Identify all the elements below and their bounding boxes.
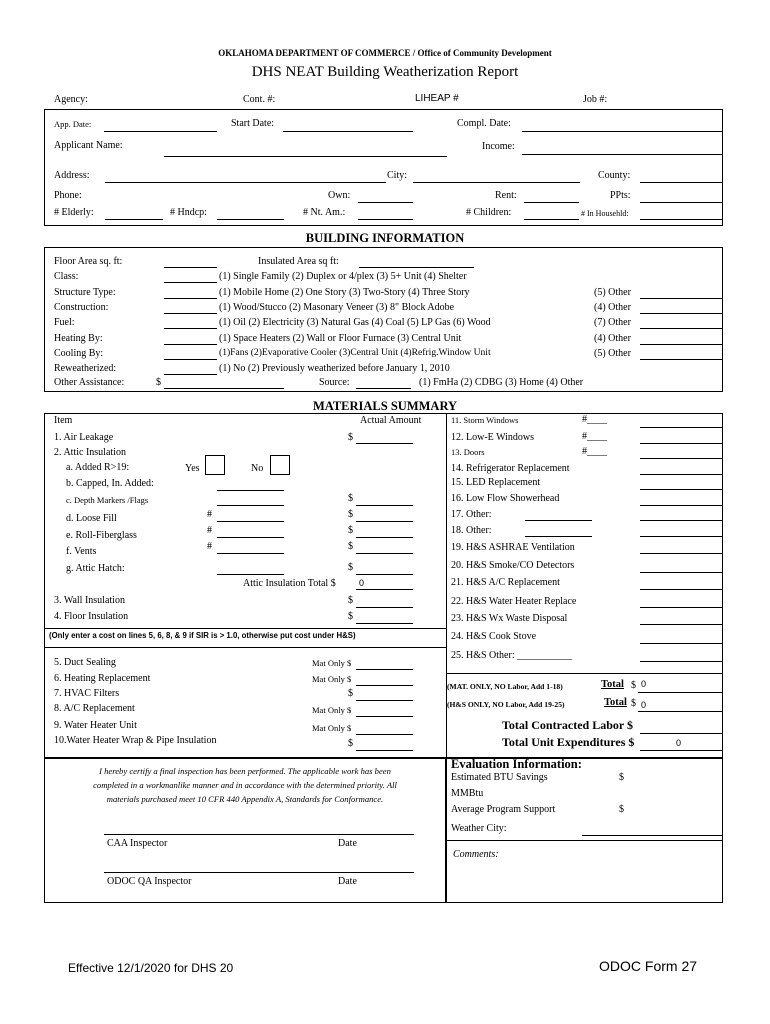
air-leakage-dollar: $ <box>348 432 353 443</box>
smoke-co-label: 20. H&S Smoke/CO Detectors <box>451 560 575 571</box>
wrap-insulation-field[interactable] <box>356 750 413 751</box>
evaluation-heading: Evaluation Information: <box>451 757 582 771</box>
address-field[interactable] <box>105 182 386 183</box>
city-label: City: <box>387 170 408 181</box>
water-heater-field[interactable] <box>356 734 413 735</box>
structure-field[interactable] <box>164 298 217 299</box>
storm-windows-label: 11. Storm Windows <box>451 415 519 425</box>
hs-only-total-line <box>638 711 722 712</box>
mat-only-total-value: 0 <box>641 679 647 689</box>
hs-ac-label: 21. H&S A/C Replacement <box>451 577 560 588</box>
nt-am-label: # Nt. Am.: <box>303 207 346 218</box>
structure-options: (1) Mobile Home (2) One Story (3) Two-Story (4) Three Story <box>219 287 470 298</box>
wrap-dollar: $ <box>348 738 353 749</box>
storm-windows-hash: #____ <box>582 414 607 425</box>
own-field[interactable] <box>358 202 413 203</box>
doors-label: 13. Doors <box>451 447 485 457</box>
building-info-heading: BUILDING INFORMATION <box>305 231 465 245</box>
ashrae-label: 19. H&S ASHRAE Ventilation <box>451 542 575 553</box>
hvac-filters-label: 7. HVAC Filters <box>54 688 120 699</box>
hndcp-field[interactable] <box>217 219 284 220</box>
hvac-dollar: $ <box>348 688 353 699</box>
income-label: Income: <box>482 141 515 152</box>
attic-total-label: Attic Insulation Total $ <box>243 578 336 589</box>
caa-date-label: Date <box>338 838 357 849</box>
roll-fiberglass-hash: # <box>207 525 212 536</box>
page-title: DHS NEAT Building Weatherization Report <box>251 64 519 80</box>
attic-total-line <box>356 589 413 590</box>
hndcp-label: # Hndcp: <box>170 207 207 218</box>
lowe-windows-label: 12. Low-E Windows <box>451 432 535 443</box>
heating-other-field[interactable] <box>640 344 722 345</box>
heating-options: (1) Space Heaters (2) Wall or Floor Furnace (3) Central Unit <box>219 333 462 344</box>
cook-stove-field[interactable] <box>640 643 722 644</box>
duct-mat-only: Mat Only $ <box>312 658 352 668</box>
heating-other: (4) Other <box>594 333 631 344</box>
applicant-name-label: Applicant Name: <box>54 140 123 151</box>
cooling-other: (5) Other <box>594 348 631 359</box>
doors-field[interactable] <box>640 458 722 459</box>
duct-sealing-field[interactable] <box>356 669 413 670</box>
own-label: Own: <box>328 190 351 201</box>
hs-other-label: 25. H&S Other: ___________ <box>451 650 573 661</box>
elderly-label: # Elderly: <box>54 207 94 218</box>
household-field[interactable] <box>640 219 722 220</box>
fuel-other-field[interactable] <box>640 328 722 329</box>
household-label: # In Househld: <box>581 209 629 218</box>
added-r19-label: a. Added R>19: <box>66 462 130 473</box>
other-assistance-label: Other Assistance: <box>54 377 125 388</box>
cont-label: Cont. #: <box>243 94 276 105</box>
liheap-label: LIHEAP # <box>415 93 459 104</box>
construction-options: (1) Wood/Stucco (2) Masonary Veneer (3) 8" Block Adobe <box>219 302 455 313</box>
mmbtu-label: MMBtu <box>451 788 484 799</box>
certify-line-2: completed in a workmanlike manner and in accordance with the determined priority. All <box>93 780 397 790</box>
fuel-options: (1) Oil (2) Electricity (3) Natural Gas (4) Coal (5) LP Gas (6) Wood <box>219 317 491 328</box>
mat-only-total-dollar: $ <box>631 680 636 691</box>
capped-label: b. Capped, In. Added: <box>66 478 154 489</box>
wall-insulation-dollar: $ <box>348 595 353 606</box>
weather-city-field[interactable] <box>582 835 722 836</box>
hs-only-total-word: Total <box>604 697 627 708</box>
structure-label: Structure Type: <box>54 287 116 298</box>
wall-insulation-label: 3. Wall Insulation <box>54 595 125 606</box>
certify-line-3: materials purchased meet 10 CFR 440 Appendix A, Standards for Conformance. <box>106 794 384 804</box>
vents-qty-field[interactable] <box>217 553 284 554</box>
fuel-other: (7) Other <box>594 317 631 328</box>
mat-only-total-label: (MAT. ONLY, NO Labor, Add 1-18) <box>447 682 563 691</box>
city-field[interactable] <box>413 182 580 183</box>
caa-inspector-signature-field[interactable] <box>104 834 414 835</box>
construction-label: Construction: <box>54 302 109 313</box>
certify-line-1: I hereby certify a final inspection has been performed. The applicable work has been <box>99 766 391 776</box>
county-field[interactable] <box>640 182 722 183</box>
odoc-qa-inspector-label: ODOC QA Inspector <box>107 876 192 887</box>
effective-date: Effective 12/1/2020 for DHS 20 <box>68 961 234 975</box>
nt-am-field[interactable] <box>358 219 413 220</box>
depth-markers-dollar: $ <box>348 493 353 504</box>
refrigerator-label: 14. Refrigerator Replacement <box>451 463 570 474</box>
hs-waste-field[interactable] <box>640 624 722 625</box>
cooling-field[interactable] <box>164 359 217 360</box>
storm-windows-field[interactable] <box>640 427 722 428</box>
attic-total-value: 0 <box>359 578 365 588</box>
lowe-windows-field[interactable] <box>640 443 722 444</box>
roll-fiberglass-qty-field[interactable] <box>217 537 284 538</box>
odoc-date-label: Date <box>338 876 357 887</box>
agency-label: Agency: <box>54 94 88 105</box>
water-heater-label: 9. Water Heater Unit <box>54 720 137 731</box>
other17-desc-field[interactable] <box>525 520 592 521</box>
led-field[interactable] <box>640 489 722 490</box>
cooling-other-field[interactable] <box>640 359 722 360</box>
hs-only-total-value: 0 <box>641 700 647 710</box>
insulated-area-label: Insulated Area sq ft: <box>258 256 339 267</box>
capped-field[interactable] <box>217 490 284 491</box>
compl-date-label: Compl. Date: <box>457 118 511 129</box>
floor-insulation-field[interactable] <box>356 623 413 624</box>
ac-replacement-label: 8. A/C Replacement <box>54 703 135 714</box>
reweatherized-field[interactable] <box>164 374 217 375</box>
elderly-field[interactable] <box>105 219 163 220</box>
other18-desc-field[interactable] <box>525 536 592 537</box>
class-field[interactable] <box>164 282 217 283</box>
reweatherized-options: (1) No (2) Previously weatherized before January 1, 2010 <box>219 363 450 374</box>
heating-replacement-label: 6. Heating Replacement <box>54 673 151 684</box>
loose-fill-cost-field[interactable] <box>356 521 413 522</box>
ashrae-field[interactable] <box>640 553 722 554</box>
duct-sealing-label: 5. Duct Sealing <box>54 657 116 668</box>
start-date-field[interactable] <box>283 131 413 132</box>
ac-replacement-field[interactable] <box>356 716 413 717</box>
roll-fiberglass-cost-field[interactable] <box>356 537 413 538</box>
floor-insulation-dollar: $ <box>348 611 353 622</box>
attic-hatch-label: g. Attic Hatch: <box>66 563 125 574</box>
rent-field[interactable] <box>524 202 579 203</box>
department-name: OKLAHOMA DEPARTMENT OF COMMERCE / Office of Community Development <box>218 48 552 58</box>
no-label: No <box>251 463 264 474</box>
class-label: Class: <box>54 271 79 282</box>
showerhead-field[interactable] <box>640 505 722 506</box>
avg-program-support-dollar: $ <box>619 804 624 815</box>
weather-city-label: Weather City: <box>451 823 507 834</box>
cooling-options: (1)Fans (2)Evaporative Cooler (3)Central Unit (4)Refrig.Window Unit <box>219 347 491 358</box>
caa-inspector-label: CAA Inspector <box>107 838 168 849</box>
start-date-label: Start Date: <box>231 118 275 129</box>
job-label: Job #: <box>583 94 608 105</box>
hs-only-total-label: (H&S ONLY, NO Labor, Add 19-25) <box>447 700 565 709</box>
btu-savings-dollar: $ <box>619 772 624 783</box>
roll-fiberglass-label: e. Roll-Fiberglass <box>66 530 137 541</box>
heating-field[interactable] <box>164 344 217 345</box>
mat-only-total-line <box>638 692 722 693</box>
total-contracted-labor-field[interactable] <box>640 733 722 734</box>
yes-label: Yes <box>185 463 200 474</box>
source-label: Source: <box>319 377 350 388</box>
ppts-label: PPts: <box>610 190 631 201</box>
smoke-co-field[interactable] <box>640 572 722 573</box>
hvac-filters-field[interactable] <box>356 700 413 701</box>
water-heater-mat-only: Mat Only $ <box>312 723 352 733</box>
total-unit-expenditures-value: 0 <box>676 738 682 748</box>
loose-fill-qty-field[interactable] <box>217 521 284 522</box>
yes-checkbox[interactable] <box>205 455 225 475</box>
form-number: ODOC Form 27 <box>599 958 698 974</box>
hs-other-field[interactable] <box>640 661 722 662</box>
materials-heading: MATERIALS SUMMARY <box>312 399 458 413</box>
hs-water-heater-field[interactable] <box>640 607 722 608</box>
children-label: # Children: <box>466 207 512 218</box>
showerhead-label: 16. Low Flow Showerhead <box>451 493 560 504</box>
other17-label: 17. Other: <box>451 509 492 520</box>
heating-mat-only: Mat Only $ <box>312 674 352 684</box>
cook-stove-label: 24. H&S Cook Stove <box>451 631 537 642</box>
no-checkbox[interactable] <box>270 455 290 475</box>
other-assistance-dollar: $ <box>156 377 161 388</box>
cooling-label: Cooling By: <box>54 348 104 359</box>
mat-only-total-word: Total <box>601 679 624 690</box>
actual-amount-header: Actual Amount <box>360 415 422 426</box>
sir-note: (Only enter a cost on lines 5, 6, 8, & 9 if SIR is > 1.0, otherwise put cost under H&S) <box>49 631 356 640</box>
hs-only-total-dollar: $ <box>631 698 636 709</box>
construction-other: (4) Other <box>594 302 631 313</box>
class-options: (1) Single Family (2) Duplex or 4/plex (3) 5+ Unit (4) Shelter <box>219 271 467 282</box>
other-assistance-field[interactable] <box>164 388 284 389</box>
refrigerator-field[interactable] <box>640 474 722 475</box>
children-field[interactable] <box>524 219 579 220</box>
btu-savings-label: Estimated BTU Savings <box>451 772 548 783</box>
ac-mat-only: Mat Only $ <box>312 705 352 715</box>
fuel-label: Fuel: <box>54 317 75 328</box>
total-unit-expenditures-label: Total Unit Expenditures $ <box>502 735 635 749</box>
vents-label: f. Vents <box>66 546 97 557</box>
avg-program-support-label: Average Program Support <box>451 804 556 815</box>
attic-hatch-dollar: $ <box>348 562 353 573</box>
rent-label: Rent: <box>495 190 517 201</box>
source-field[interactable] <box>356 388 411 389</box>
air-leakage-label: 1. Air Leakage <box>54 432 114 443</box>
wrap-insulation-label: 10.Water Heater Wrap & Pipe Insulation <box>54 735 217 746</box>
construction-field[interactable] <box>164 313 217 314</box>
wall-insulation-field[interactable] <box>356 607 413 608</box>
led-label: 15. LED Replacement <box>451 477 541 488</box>
floor-area-field[interactable] <box>164 267 217 268</box>
depth-markers-qty-field[interactable] <box>217 505 284 506</box>
ppts-field[interactable] <box>640 202 722 203</box>
depth-markers-cost-field[interactable] <box>356 505 413 506</box>
odoc-qa-signature-field[interactable] <box>104 872 414 873</box>
reweatherized-label: Reweatherized: <box>54 363 117 374</box>
app-date-label: App. Date: <box>54 119 92 129</box>
attic-hatch-cost-field[interactable] <box>356 574 413 575</box>
comments-label: Comments: <box>453 849 499 860</box>
hs-water-heater-label: 22. H&S Water Heater Replace <box>451 596 577 607</box>
address-label: Address: <box>54 170 90 181</box>
air-leakage-field[interactable] <box>356 443 413 444</box>
other18-field[interactable] <box>640 536 722 537</box>
source-options: (1) FmHa (2) CDBG (3) Home (4) Other <box>419 377 584 388</box>
other17-field[interactable] <box>640 520 722 521</box>
attic-hatch-qty-field[interactable] <box>217 574 284 575</box>
total-unit-expenditures-line <box>640 750 722 751</box>
fuel-field[interactable] <box>164 328 217 329</box>
phone-label: Phone: <box>54 190 82 201</box>
heating-label: Heating By: <box>54 333 103 344</box>
doors-hash: #____ <box>582 446 607 457</box>
depth-markers-label: c. Depth Markers /Flags <box>66 495 149 505</box>
structure-other-field[interactable] <box>640 298 722 299</box>
app-date-field[interactable] <box>104 131 217 132</box>
attic-insulation-label: 2. Attic Insulation <box>54 447 126 458</box>
county-label: County: <box>598 170 631 181</box>
hs-waste-label: 23. H&S Wx Waste Disposal <box>451 613 568 624</box>
income-field[interactable] <box>522 154 722 155</box>
other18-label: 18. Other: <box>451 525 492 536</box>
construction-other-field[interactable] <box>640 313 722 314</box>
vents-dollar: $ <box>348 541 353 552</box>
total-contracted-labor-label: Total Contracted Labor $ <box>502 718 634 732</box>
loose-fill-label: d. Loose Fill <box>66 513 117 524</box>
compl-date-field[interactable] <box>522 131 722 132</box>
floor-insulation-label: 4. Floor Insulation <box>54 611 129 622</box>
loose-fill-hash: # <box>207 509 212 520</box>
roll-fiberglass-dollar: $ <box>348 525 353 536</box>
floor-area-label: Floor Area sq. ft: <box>54 256 123 267</box>
loose-fill-dollar: $ <box>348 509 353 520</box>
insulated-area-field[interactable] <box>359 267 474 268</box>
hs-ac-field[interactable] <box>640 589 722 590</box>
vents-cost-field[interactable] <box>356 553 413 554</box>
lowe-windows-hash: #____ <box>582 431 607 442</box>
vents-hash: # <box>207 541 212 552</box>
applicant-name-field[interactable] <box>164 156 447 157</box>
heating-replacement-field[interactable] <box>356 685 413 686</box>
item-column-header: Item <box>54 415 73 426</box>
structure-other: (5) Other <box>594 287 631 298</box>
